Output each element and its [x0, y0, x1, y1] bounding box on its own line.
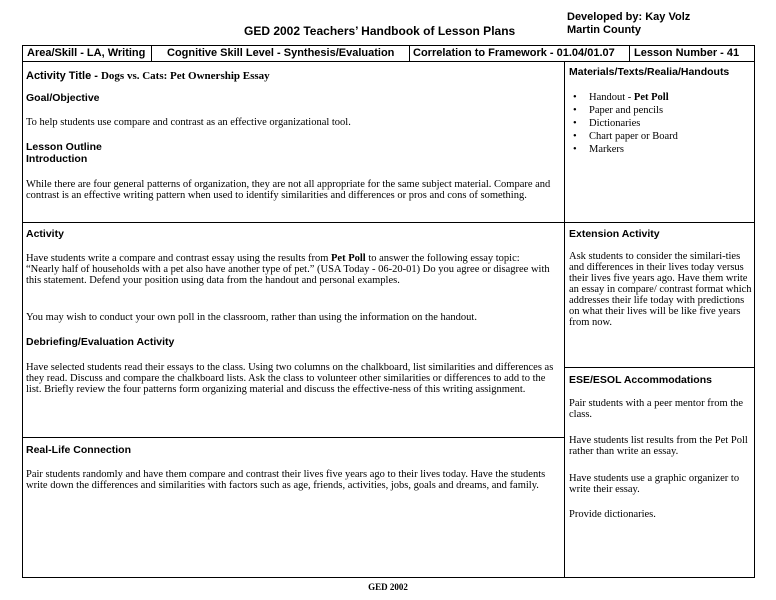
materials-item: • Dictionaries	[571, 117, 678, 130]
ese-item: Have students list results from the Pet Poll rather than write an essay.	[569, 435, 748, 457]
lesson-number-cell: Lesson Number - 41	[634, 47, 740, 59]
info-divider-1	[151, 45, 152, 61]
developed-by: Developed by: Kay Volz	[567, 11, 691, 23]
info-divider-2	[409, 45, 410, 61]
area-skill-cell: Area/Skill - LA, Writing	[27, 47, 146, 59]
materials-heading: Materials/Texts/Realia/Handouts	[569, 66, 730, 78]
correlation-cell: Correlation to Framework - 01.04/01.07	[413, 47, 615, 59]
introduction-heading: Introduction	[26, 153, 88, 165]
activity-text-start: Have students write a compare and contrast essay using the results from	[26, 253, 331, 264]
activity-text-end: to answer the following essay topic:	[365, 253, 520, 264]
lesson-outline-heading: Lesson Outline	[26, 141, 102, 153]
activity-text	[26, 253, 562, 286]
document-title: GED 2002 Teachers’ Handbook of Lesson Plans	[244, 24, 516, 38]
extension-text: Ask students to consider the similari-ties and differences in their lives today versus their lives five years ago. Have them write an essay in compare/ contrast format which addresses their life today with predictions on what their lives will be like five years from now.	[569, 251, 752, 328]
activity-note: You may wish to conduct your own poll in the classroom, rather than using the information on the handout.	[26, 312, 477, 323]
developer-block	[567, 11, 690, 37]
divider-ese	[564, 367, 755, 368]
materials-item: • Chart paper or Board	[571, 130, 678, 143]
divider-real-life	[22, 437, 564, 438]
activity-title-label: Activity Title -	[26, 70, 101, 82]
ese-item: Pair students with a peer mentor from the class.	[569, 398, 744, 420]
real-life-heading: Real-Life Connection	[26, 444, 132, 456]
activity-title-value: Dogs vs. Cats: Pet Ownership Essay	[100, 70, 270, 82]
info-divider-3	[629, 45, 630, 61]
ese-heading: ESE/ESOL Accommodations	[569, 374, 712, 386]
cognitive-level-cell: Cognitive Skill Level - Synthesis/Evaluation	[167, 47, 395, 59]
real-life-text: Pair students randomly and have them compare and contrast their lives five years ago to their lives today. Have the students write down the differences and similarities with factors such as age, friends, activities, jobs, goals and dreams, and family.	[26, 469, 546, 491]
goal-heading: Goal/Objective	[26, 92, 100, 104]
extension-heading: Extension Activity	[569, 228, 660, 240]
main-column-divider	[564, 61, 565, 578]
debriefing-heading: Debriefing/Evaluation Activity	[26, 336, 175, 348]
materials-list	[571, 91, 678, 156]
materials-item: • Markers	[571, 143, 678, 156]
divider-extension	[564, 222, 755, 223]
materials-item	[571, 91, 678, 104]
header-row-divider	[22, 61, 755, 62]
debriefing-text: Have selected students read their essays to the class. Using two columns on the chalkboard, list similarities and differences as they read. Discuss and compare the chalkboard lists. Ask the class to volunteer other similarities or differences to add to the list. Briefly review the four patterns form organizing material and discuss the effective-ness of this writing assignment.	[26, 362, 554, 395]
introduction-text: While there are four general patterns of organization, they are not all appropriate for the same subject material. Compare and contrast is an effective writing pattern when used to identify similarities and differences or pros and cons of something.	[26, 179, 551, 201]
materials-item: • Paper and pencils	[571, 104, 678, 117]
divider-activity	[22, 222, 564, 223]
goal-text: To help students use compare and contrast as an effective organizational tool.	[26, 117, 351, 128]
ese-item: Have students use a graphic organizer to write their essay.	[569, 473, 740, 495]
page-footer: GED 2002	[368, 582, 408, 592]
activity-handout-name: Pet Poll	[331, 253, 366, 264]
ese-item: Provide dictionaries.	[569, 509, 656, 520]
activity-quote: “Nearly half of households with a pet also have another type of pet.” (USA Today - 06-20-01) Do you agree or disagree with this statement. Defend your position using data from the handout and personal examples.	[26, 264, 550, 286]
activity-title	[26, 66, 270, 84]
county: Martin County	[567, 24, 641, 36]
activity-heading: Activity	[26, 228, 64, 240]
handout-prefix: Handout -	[589, 92, 634, 103]
handout-name: Pet Poll	[633, 92, 669, 103]
